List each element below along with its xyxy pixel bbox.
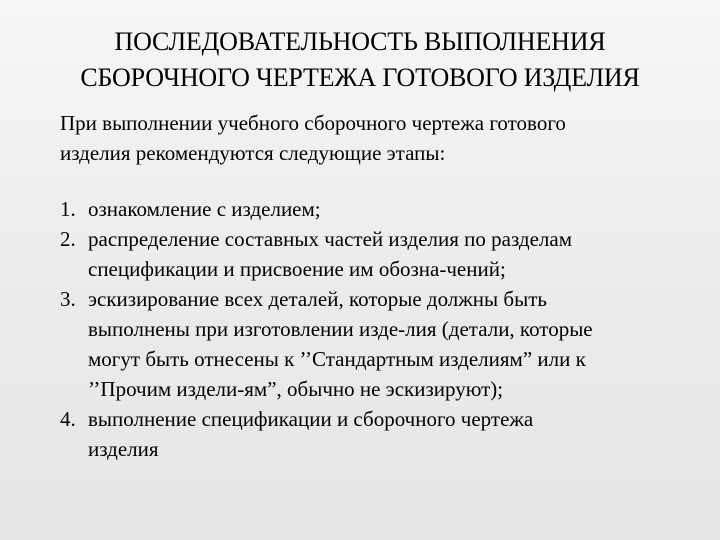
intro-line-2: изделия рекомендуются следующие этапы:	[60, 141, 446, 165]
slide-title-line-2: СБОРОЧНОГО ЧЕРТЕЖА ГОТОВОГО ИЗДЕЛИЯ	[80, 63, 640, 92]
step-2-line-1: распределение составных частей изделия по разделам	[88, 227, 573, 251]
intro-line-1: При выполнении учебного сборочного чертежа готового	[60, 111, 566, 135]
step-item-4	[60, 404, 690, 464]
step-4-line-2: изделия	[88, 437, 159, 461]
step-4-line-1: выполнение спецификации и сборочного чертежа	[88, 407, 534, 431]
steps-list	[60, 194, 690, 464]
step-item-2	[60, 224, 690, 284]
step-3-line-4: ’’Прочим издели-ям”, обычно не эскизируют);	[88, 377, 504, 401]
step-item-3	[60, 284, 690, 404]
step-number-2: 2.	[60, 227, 76, 251]
slide-title	[40, 24, 680, 96]
step-3-line-3: могут быть отнесены к ’’Стандартным изделиям” или к	[88, 347, 586, 371]
step-number-4: 4.	[60, 407, 76, 431]
intro-paragraph	[60, 108, 680, 168]
step-item-1	[60, 194, 690, 224]
step-number-1: 1.	[60, 197, 76, 221]
slide-title-line-1: ПОСЛЕДОВАТЕЛЬНОСТЬ ВЫПОЛНЕНИЯ	[114, 27, 606, 56]
step-1-line-1: ознакомление с изделием;	[88, 197, 321, 221]
step-3-line-2: выполнены при изготовлении изде-лия (детали, которые	[88, 317, 593, 341]
step-3-line-1: эскизирование всех деталей, которые должны быть	[88, 287, 547, 311]
step-2-line-2: спецификации и присвоение им обозна-чений;	[88, 257, 506, 281]
step-number-3: 3.	[60, 287, 76, 311]
